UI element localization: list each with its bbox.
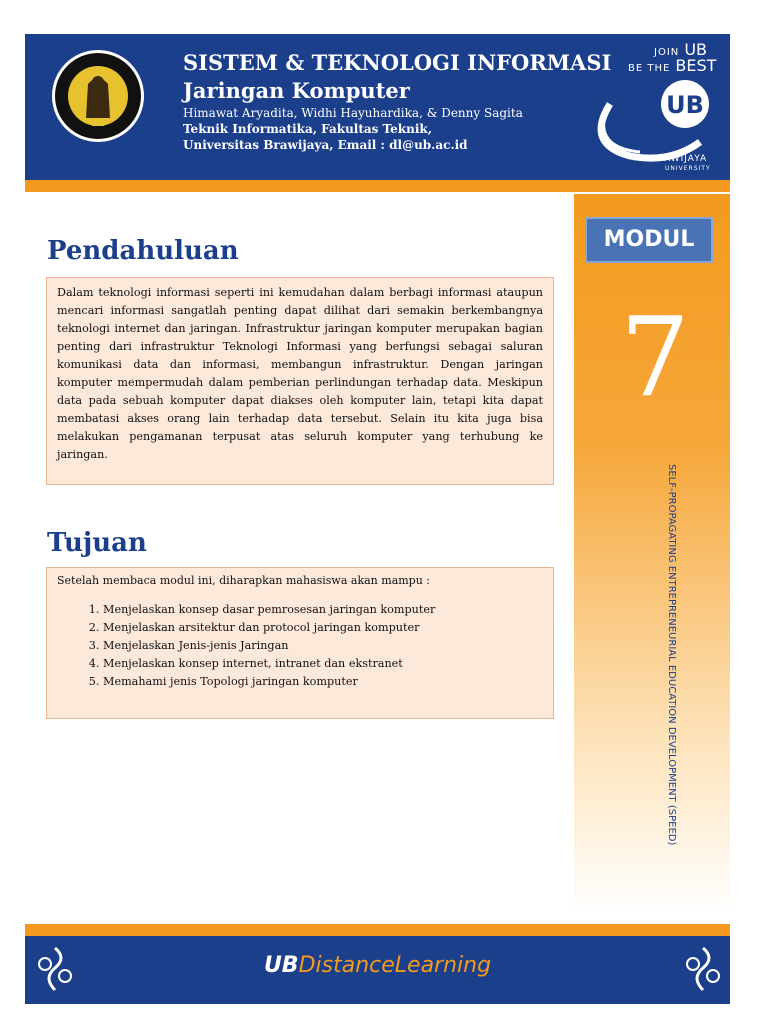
list-item: 3. Menjelaskan Jenis-jenis Jaringan — [103, 637, 543, 655]
university-seal-logo — [48, 48, 148, 144]
university-email: Universitas Brawijaya, Email : dl@ub.ac.id — [183, 138, 468, 152]
ub-distance-learning-brand: UBDistanceLearning — [263, 953, 492, 978]
brawijaya-label: BRAWIJAYA — [650, 154, 708, 164]
list-item: 2. Menjelaskan arsitektur dan protocol jaringan komputer — [103, 619, 543, 637]
modul-label: MODUL — [585, 217, 713, 263]
tujuan-box — [46, 567, 554, 719]
affiliation: Teknik Informatika, Fakultas Teknik, — [183, 122, 432, 136]
vertical-tagline — [663, 464, 683, 884]
course-title: SISTEM & TEKNOLOGI INFORMASI — [183, 50, 612, 75]
university-label: UNIVERSITY — [665, 165, 711, 172]
list-item: 5. Memahami jenis Topologi jaringan komputer — [103, 673, 543, 691]
pendahuluan-body: Dalam teknologi informasi seperti ini kemudahan dalam berbagi informasi ataupun mencari informasi sangatlah penting dapat dilihat dari semakin berkembangnya teknologi internet dan jaringan. Infrastruktur jaringan komputer merupakan bagian penting dari infrastruktur Teknologi Informasi yang berfungsi sebagai saluran komunikasi data dan informasi, membangun infrastruktur. Dengan jaringan komputer mempermudah dalam pemberian perlindungan terhadap data. Meskipun data pada sebuah komputer dapat diakses oleh komputer lain, tetapi kita dapat membatasi akses orang lain terhadap data tersebut. Selain itu kita juga bisa melakukan pengamanan terpusat atas seluruh komputer yang terhubung ke jaringan. — [57, 286, 543, 461]
ornament-right-icon — [681, 944, 725, 996]
footer-banner — [25, 936, 730, 1004]
tujuan-list — [57, 601, 543, 691]
modul-number: 7 — [620, 293, 690, 421]
tujuan-intro: Setelah membaca modul ini, diharapkan mahasiswa akan mampu : — [57, 574, 431, 587]
vertical-tagline-text: SELF-PROPAGATING ENTREPRENEURIAL EDUCATION DEVELOPMENT (SPEED) — [666, 464, 677, 846]
module-title: Jaringan Komputer — [183, 78, 410, 103]
pendahuluan-heading: Pendahuluan — [47, 236, 239, 266]
pendahuluan-box — [46, 277, 554, 485]
svg-text:UB: UB — [666, 91, 704, 119]
list-item: 1. Menjelaskan konsep dasar pemrosesan jaringan komputer — [103, 601, 543, 619]
authors: Himawat Aryadita, Widhi Hayuhardika, & Denny Sagita — [183, 106, 523, 120]
list-item: 4. Menjelaskan konsep internet, intranet dan ekstranet — [103, 655, 543, 673]
join-ub-slogan: JOIN UB BE THE BEST — [628, 40, 717, 75]
header-orange-strip — [25, 180, 730, 192]
tujuan-heading: Tujuan — [47, 528, 147, 558]
footer-orange-strip — [25, 924, 730, 936]
